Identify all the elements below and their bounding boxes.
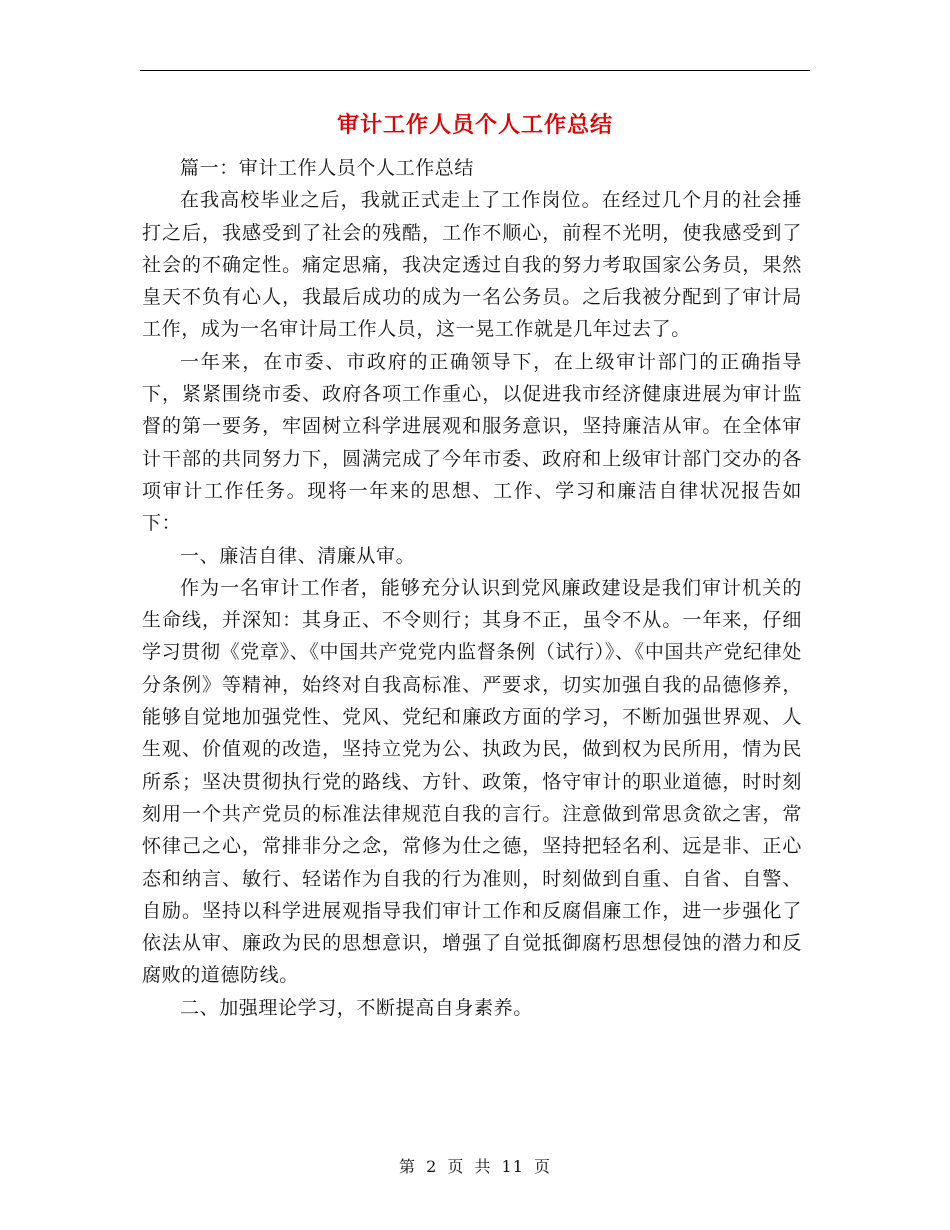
body-paragraph: 作为一名审计工作者，能够充分认识到党风廉政建设是我们审计机关的生命线，并深知：其身正、不令则行；其身不正，虽令不从。一年来，仔细学习贯彻《党章》、《中国共产党党内监督条例（试行）》、《中国共产党纪律处分条例》等精神，始终对自我高标准、严要求，切实加强自我的品德修养，能够自觉地加强党性、党风、党纪和廉政方面的学习，不断加强世界观、人生观、价值观的改造，坚持立党为公、执政为民，做到权为民所用，情为民所系；坚决贯彻执行党的路线、方针、政策，恪守审计的职业道德，时时刻刻用一个共产党员的标准法律规范自我的言行。注意做到常思贪欲之害，常怀律己之心，常排非分之念，常修为仕之德，坚持把轻名利、远是非、正心态和纳言、敏行、轻诺作为自我的行为准则，时刻做到自重、自省、自警、自励。坚持以科学进展观指导我们审计工作和反腐倡廉工作，进一步强化了依法从审、廉政为民的思想意识，增强了自觉抵御腐朽思想侵蚀的潜力和反腐败的道德防线。: [142, 576, 802, 987]
section-heading-part-one: 篇一：审计工作人员个人工作总结: [180, 157, 475, 179]
document-body: [142, 152, 802, 1024]
page-footer: 第 2 页 共 11 页: [399, 1157, 551, 1176]
section-heading-one: 一、廉洁自律、清廉从审。: [180, 544, 416, 567]
body-paragraph: 一年来，在市委、市政府的正确领导下，在上级审计部门的正确指导下，紧紧围绕市委、政府各项工作重心，以促进我市经济健康进展为审计监督的第一要务，牢固树立科学进展观和服务意识，坚持廉洁从审。在全体审计干部的共同努力下，圆满完成了今年市委、政府和上级审计部门交办的各项审计工作任务。现将一年来的思想、工作、学习和廉洁自律状况报告如下：: [142, 350, 802, 535]
section-heading-two: 二、加强理论学习，不断提高自身素养。: [180, 996, 533, 1019]
header-rule: [140, 70, 810, 71]
body-paragraph: 在我高校毕业之后，我就正式走上了工作岗位。在经过几个月的社会捶打之后，我感受到了社会的残酷，工作不顺心，前程不光明，使我感受到了社会的不确定性。痛定思痛，我决定透过自我的努力考取国家公务员，果然皇天不负有心人，我最后成功的成为一名公务员。之后我被分配到了审计局工作，成为一名审计局工作人员，这一晃工作就是几年过去了。: [142, 189, 802, 341]
document-title: 审计工作人员个人工作总结: [336, 112, 613, 138]
